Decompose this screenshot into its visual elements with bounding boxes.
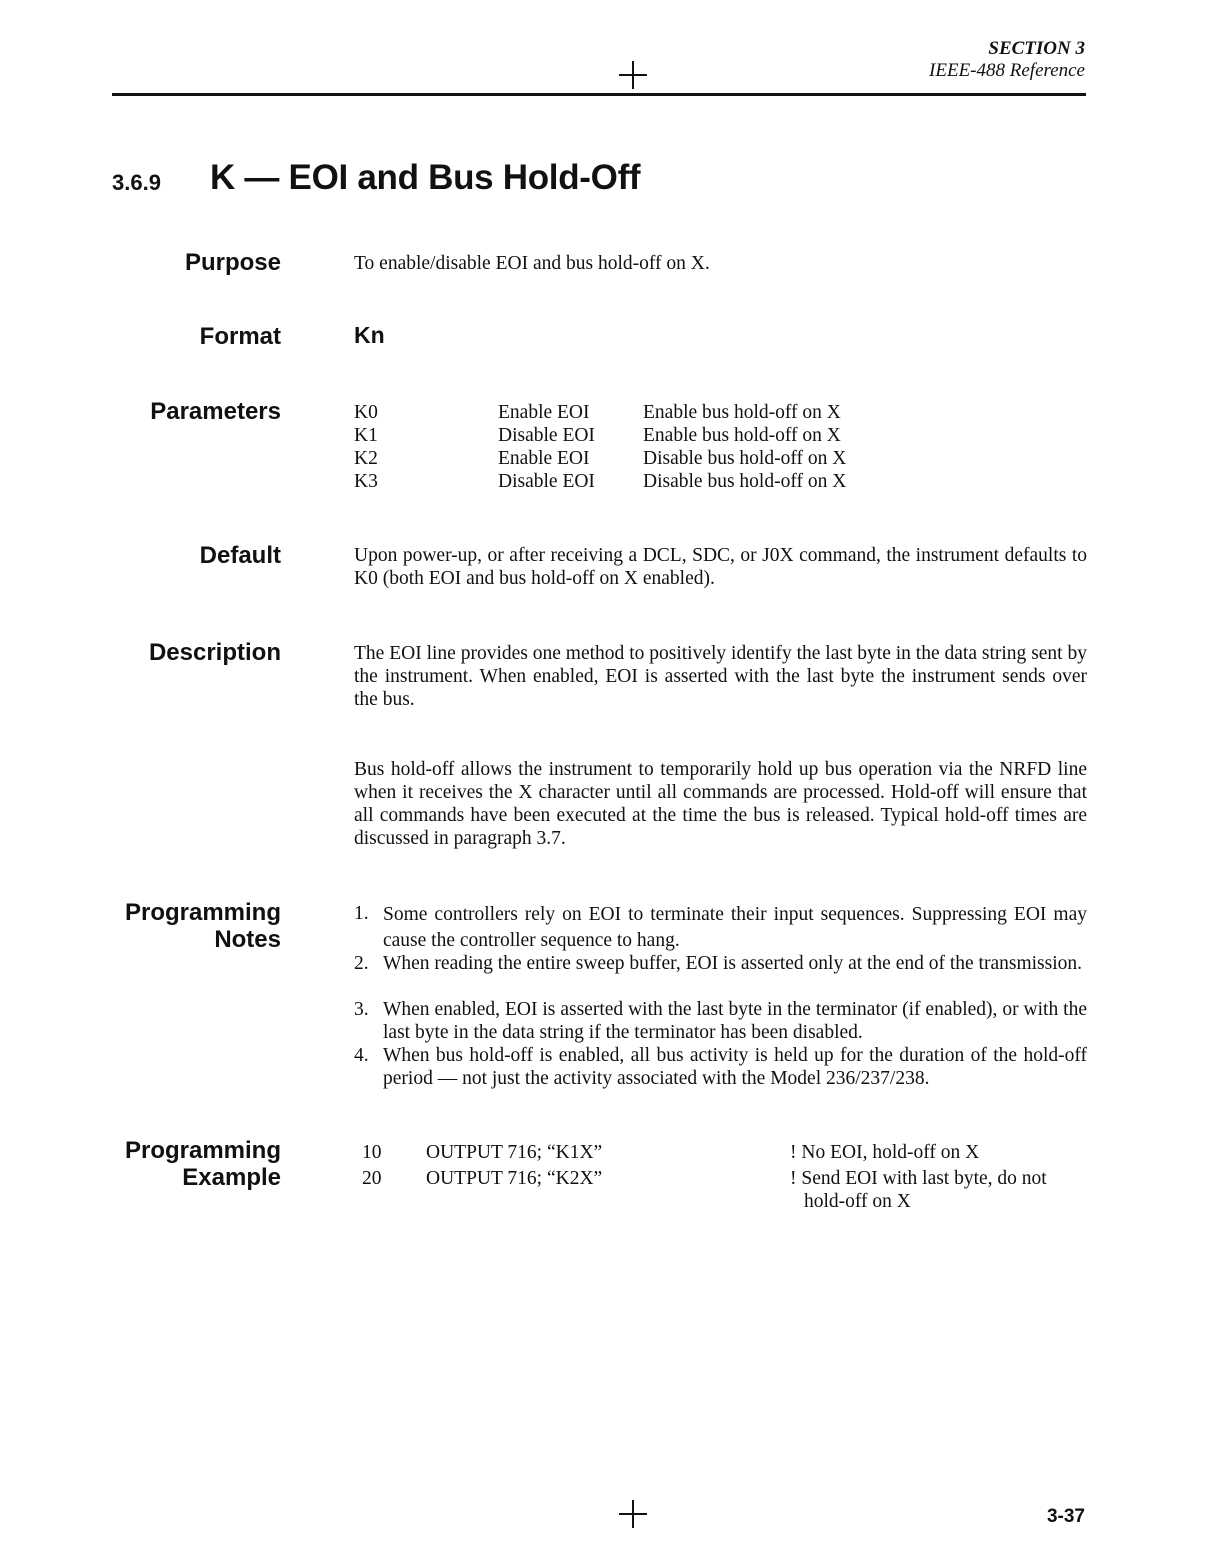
- note-number: 4.: [354, 1045, 369, 1066]
- parameter-eoi: Enable EOI: [498, 402, 590, 423]
- label-description: Description: [148, 639, 281, 666]
- example-line-number: 10: [362, 1142, 382, 1163]
- default-text: Upon power-up, or after receiving a DCL, SDC, or J0X command, the instrument defaults to K0 (both EOI and bus hold-off on X enabled).: [354, 545, 1087, 589]
- programming-note: [354, 902, 1087, 954]
- programming-note: [354, 1044, 1087, 1090]
- parameter-holdoff: Enable bus hold-off on X: [643, 425, 841, 446]
- parameter-holdoff: Disable bus hold-off on X: [643, 448, 847, 469]
- note-text: When bus hold-off is enabled, all bus activity is held up for the duration of the hold-off period — not just the activity associated with the Model 236/237/238.: [383, 1045, 1087, 1089]
- label-programming-example-line2: Example: [182, 1164, 281, 1191]
- example-code: OUTPUT 716; “K2X”: [426, 1168, 603, 1189]
- label-programming-notes-line2: Notes: [214, 926, 281, 953]
- programming-note: [354, 952, 1087, 975]
- label-parameters: Parameters: [150, 398, 281, 425]
- note-text: When enabled, EOI is asserted with the last byte in the terminator (if enabled), or with the last byte in the data string if the terminator has been disabled.: [383, 999, 1087, 1043]
- example-comment-continuation: hold-off on X: [804, 1191, 911, 1212]
- page-title: K — EOI and Bus Hold-Off: [210, 158, 641, 197]
- example-code: OUTPUT 716; “K1X”: [426, 1142, 603, 1163]
- note-number: 2.: [354, 953, 369, 974]
- parameter-holdoff: Disable bus hold-off on X: [643, 471, 847, 492]
- header-rule: [112, 93, 1086, 96]
- label-programming-example-line1: Programming: [124, 1137, 281, 1164]
- format-code: Kn: [354, 322, 385, 348]
- parameter-holdoff: Enable bus hold-off on X: [643, 402, 841, 423]
- label-format: Format: [199, 323, 281, 350]
- programming-note: [354, 998, 1087, 1044]
- label-default: Default: [199, 542, 281, 569]
- note-text: When reading the entire sweep buffer, EOI is asserted only at the end of the transmission.: [383, 953, 1083, 974]
- description-paragraph-2: Bus hold-off allows the instrument to temporarily hold up bus operation via the NRFD line when it receives the X character until all commands are processed. Hold-off will ensure that all commands have been executed at the time the bus is released. Typical hold-off times are discussed in paragraph 3.7.: [354, 759, 1087, 849]
- description-paragraph-1: The EOI line provides one method to positively identify the last byte in the data string sent by the instrument. When enabled, EOI is asserted with the last byte the instrument sends over the bus.: [354, 643, 1087, 710]
- section-number: 3.6.9: [112, 170, 161, 195]
- parameter-eoi: Disable EOI: [498, 425, 595, 446]
- parameter-code: K3: [354, 471, 378, 492]
- note-number: 1.: [354, 903, 369, 924]
- purpose-text: To enable/disable EOI and bus hold-off on X.: [354, 253, 710, 274]
- example-comment: ! No EOI, hold-off on X: [790, 1142, 980, 1163]
- parameter-eoi: Disable EOI: [498, 471, 595, 492]
- note-text: Some controllers rely on EOI to terminate their input sequences. Suppressing EOI may cause the controller sequence to hang.: [383, 904, 1087, 951]
- parameter-code: K2: [354, 448, 378, 469]
- page-number: 3-37: [1046, 1506, 1085, 1527]
- parameter-eoi: Enable EOI: [498, 448, 590, 469]
- label-programming-notes-line1: Programming: [124, 899, 281, 926]
- section-reference: IEEE-488 Reference: [929, 60, 1085, 81]
- registration-mark-bottom: [619, 1500, 647, 1528]
- section-label: SECTION 3: [988, 38, 1085, 59]
- example-line-number: 20: [362, 1168, 382, 1189]
- example-comment: ! Send EOI with last byte, do not: [790, 1168, 1047, 1189]
- parameter-code: K1: [354, 425, 378, 446]
- registration-mark-top: [619, 61, 647, 89]
- label-purpose: Purpose: [184, 249, 281, 276]
- note-number: 3.: [354, 999, 369, 1020]
- parameter-code: K0: [354, 402, 378, 423]
